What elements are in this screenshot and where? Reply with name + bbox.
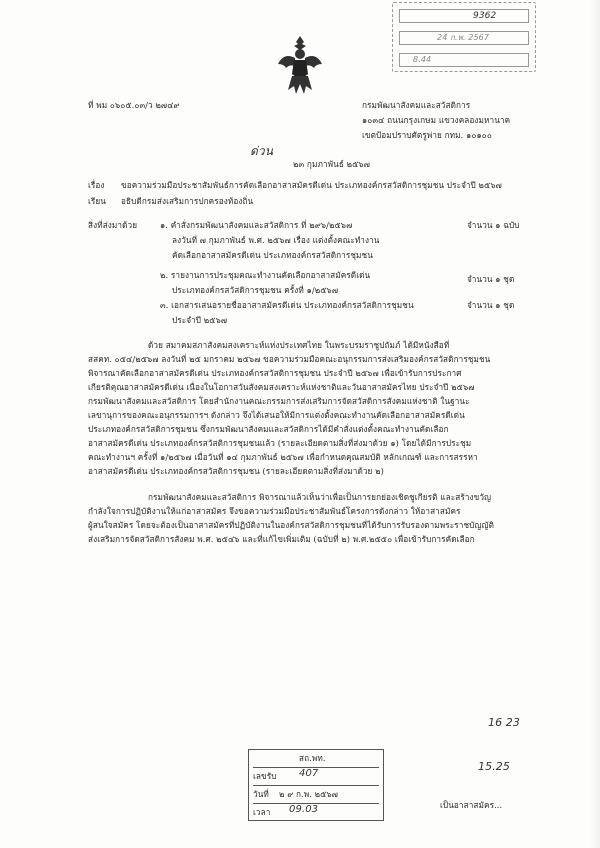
receive-date-label: วันที่ [253, 789, 269, 799]
body-line: คณะทำงานฯ ครั้งที่ ๑/๒๕๖๗ เมื่อวันที่ ๑๔ กุมภาพันธ์ ๒๕๖๗ เพื่อกำหนดคุณสมบัติ หลักเกณฑ์ และการสรรหา [88, 452, 478, 462]
receive-stamp [248, 749, 384, 821]
enclosures-label: สิ่งที่ส่งมาด้วย [88, 220, 138, 230]
org-address-line1: ๑๐๓๔ ถนนกรุงเกษม แขวงคลองมหานาค [362, 115, 511, 125]
body-line: ส่งเสริมการจัดสวัสดิการสังคม พ.ศ. ๒๕๔๖ และที่แก้ไขเพิ่มเติม (ฉบับที่ ๒) พ.ศ.๒๕๕๐ เพื่อเข้ารับการคัดเลือก [88, 534, 475, 544]
org-address-line2: เขตป้อมปราบศัตรูพ่าย กทม. ๑๐๑๐๐ [362, 130, 492, 140]
letter-date: ๒๓ กุมภาพันธ์ ๒๕๖๗ [293, 159, 370, 169]
body-line: เลขานุการของคณะอนุกรรมการฯ ดังกล่าว จึงได้เสนอให้มีการแต่งตั้งคณะทำงานคัดเลือกอาสาสมัครดีเด่น [88, 410, 465, 420]
receive-stamp-org: สถ.พท. [299, 753, 326, 763]
body-line: พิจารณาคัดเลือกอาสาสมัครดีเด่น ประเภทองค์กรสวัสดิการชุมชน ประจำปี ๒๕๖๗ เพื่อเข้ารับการประกาศ [88, 368, 462, 378]
enclosure-item: ๑. คำสั่งกรมพัฒนาสังคมและสวัสดิการ ที่ ๒๙๖/๒๕๖๗ [160, 220, 353, 230]
receive-time-value: 09.03 [289, 804, 319, 815]
receive-stamp-row [253, 803, 379, 820]
enclosure-item: ๓. เอกสารเสนอรายชื่ออาสาสมัครดีเด่น ประเภทองค์กรสวัสดิการชุมชน [160, 300, 414, 310]
garuda-emblem-icon [276, 34, 324, 98]
body-line: สสคท. ๐๕๔/๒๕๖๗ ลงวันที่ ๒๕ มกราคม ๒๕๖๗ ขอความร่วมมือคณะอนุกรรมการส่งเสริมองค์กรสวัสดิการชุมชน [88, 354, 491, 364]
receive-stamp-row [253, 767, 379, 784]
receive-no-value: 407 [299, 768, 319, 779]
body-line: กำลังใจการปฏิบัติงานให้แก่อาสาสมัคร จึงขอความร่วมมือประชาสัมพันธ์โครงการดังกล่าว ให้อาสาสมัคร [88, 506, 461, 516]
continuation-text: เป็นอาสาสมัคร... [440, 800, 503, 810]
receive-time-label: เวลา [253, 807, 271, 817]
body-line: กรมพัฒนาสังคมและสวัสดิการ โดยสำนักงานคณะกรรมการส่งเสริมการจัดสวัสดิการสังคมแห่งชาติ ในฐานะ [88, 396, 470, 406]
urgency-handwritten: ด่วน [250, 144, 274, 158]
enclosure-item-cont: ลงวันที่ ๗ กุมภาพันธ์ พ.ศ. ๒๕๖๗ เรื่อง แต่งตั้งคณะทำงาน [172, 235, 380, 245]
handwritten-note: 16 23 [488, 716, 520, 729]
receive-stamp-row [253, 785, 379, 802]
salutation-text: อธิบดีกรมส่งเสริมการปกครองท้องถิ่น [121, 196, 254, 206]
salutation-label: เรียน [88, 196, 106, 206]
body-line: อาสาสมัครดีเด่น ประเภทองค์กรสวัสดิการชุมชนแล้ว (รายละเอียดตามสิ่งที่ส่งมาด้วย ๑) โดยได้มีการประชุม [88, 438, 472, 448]
subject-label: เรื่อง [88, 180, 105, 190]
enclosure-qty: จำนวน ๑ ฉบับ [467, 220, 520, 230]
enclosure-item-cont: คัดเลือกอาสาสมัครดีเด่น ประเภทองค์กรสวัสดิการชุมชน [172, 250, 373, 260]
handwritten-note: 15.25 [478, 760, 510, 773]
enclosure-qty: จำนวน ๑ ชุด [467, 300, 515, 310]
stamp-code: 8.44 [413, 55, 432, 64]
receive-no-label: เลขรับ [253, 771, 277, 781]
reference-number: ที่ พม ๐๖๐๕.๐๓/ว ๒๗๔๙ [88, 100, 180, 110]
stamp-number: 9362 [473, 11, 497, 21]
body-line: เกียรติคุณอาสาสมัครดีเด่น เนื่องในโอกาสวันสังคมสงเคราะห์แห่งชาติและวันอาสาสมัครไทย ประจำปี ๒๕๖๗ [88, 382, 475, 392]
receive-date-value: ๒ ๙ ก.พ. ๒๕๖๗ [279, 789, 339, 799]
body-line: ด้วย สมาคมสภาสังคมสงเคราะห์แห่งประเทศไทย ในพระบรมราชูปถัมภ์ ได้มีหนังสือที่ [148, 340, 450, 350]
body-line: ประเภทองค์กรสวัสดิการชุมชน ซึ่งกรมพัฒนาสังคมและสวัสดิการได้มีคำสั่งแต่งตั้งคณะทำงานคัดเลือก [88, 424, 449, 434]
stamp-date: 24 ก.พ. 2567 [437, 33, 490, 42]
body-line: กรมพัฒนาสังคมและสวัสดิการ พิจารณาแล้วเห็นว่าเพื่อเป็นการยกย่องเชิดชูเกียรติ และสร้างขวัญ [148, 492, 492, 502]
stamp-row [399, 9, 529, 23]
scan-shadow [590, 0, 600, 848]
enclosure-item-cont: ประเภทองค์กรสวัสดิการชุมชน ครั้งที่ ๑/๒๕๖๗ [172, 285, 339, 295]
enclosure-item-cont: ประจำปี ๒๕๖๗ [172, 315, 228, 325]
body-line: อาสาสมัครดีเด่น ประเภทองค์กรสวัสดิการชุมชน (รายละเอียดตามสิ่งที่ส่งมาด้วย ๒) [88, 466, 384, 476]
subject-text: ขอความร่วมมือประชาสัมพันธ์การคัดเลือกอาสาสมัครดีเด่น ประเภทองค์กรสวัสดิการชุมชน ประจำปี ๒๕๖๗ [121, 180, 502, 190]
fax-stamp [392, 2, 536, 72]
org-name: กรมพัฒนาสังคมและสวัสดิการ [362, 100, 471, 110]
enclosure-item: ๒. รายงานการประชุมคณะทำงานคัดเลือกอาสาสมัครดีเด่น [160, 270, 371, 280]
body-line: ผู้สนใจสมัคร โดยจะต้องเป็นอาสาสมัครที่ปฏิบัติงานในองค์กรสวัสดิการชุมชนที่ได้รับการรับรองตามพระราชบัญญัติ [88, 520, 494, 530]
enclosure-qty: จำนวน ๑ ชุด [467, 274, 515, 284]
